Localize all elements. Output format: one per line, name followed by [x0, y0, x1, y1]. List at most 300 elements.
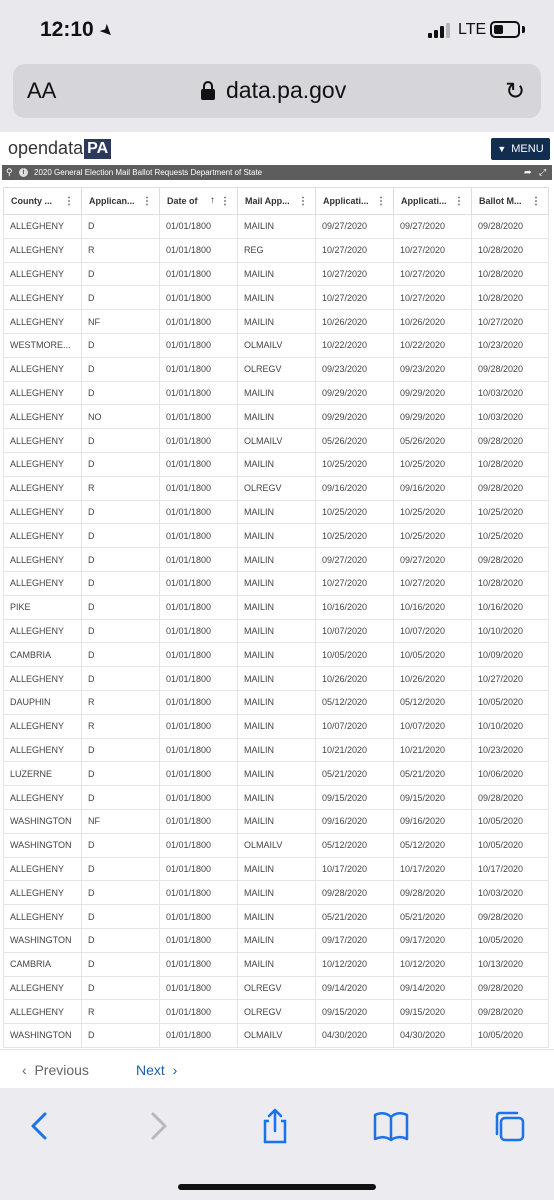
table-cell: 01/01/1800: [160, 809, 238, 833]
table-cell: 09/28/2020: [472, 429, 549, 453]
table-cell: 09/28/2020: [472, 976, 549, 1000]
table-row[interactable]: [4, 381, 549, 405]
sort-ascending-icon: ↑: [210, 195, 215, 206]
table-cell: D: [82, 1024, 160, 1048]
table-cell: 01/01/1800: [160, 381, 238, 405]
table-cell: 10/05/2020: [394, 643, 472, 667]
table-cell: 10/17/2020: [394, 857, 472, 881]
table-cell: 10/26/2020: [316, 667, 394, 691]
table-cell: 10/27/2020: [394, 286, 472, 310]
table-cell: 01/01/1800: [160, 833, 238, 857]
table-cell: ALLEGHENY: [4, 286, 82, 310]
table-cell: 05/21/2020: [316, 905, 394, 929]
table-cell: 09/27/2020: [394, 548, 472, 572]
table-cell: 10/21/2020: [394, 738, 472, 762]
table-cell: 09/28/2020: [472, 905, 549, 929]
table-body: [4, 215, 549, 1048]
table-cell: MAILIN: [238, 405, 316, 429]
table-cell: 10/28/2020: [472, 262, 549, 286]
table-row[interactable]: [4, 714, 549, 738]
table-cell: 09/28/2020: [472, 215, 549, 239]
table-cell: DAUPHIN: [4, 690, 82, 714]
table-cell: 05/26/2020: [316, 429, 394, 453]
table-cell: 05/12/2020: [394, 690, 472, 714]
table-cell: 05/12/2020: [394, 833, 472, 857]
table-cell: MAILIN: [238, 738, 316, 762]
table-cell: 10/22/2020: [316, 333, 394, 357]
table-cell: 01/01/1800: [160, 524, 238, 548]
network-label: LTE: [458, 21, 487, 38]
table-cell: MAILIN: [238, 881, 316, 905]
data-table: [3, 187, 549, 1048]
table-cell: 09/23/2020: [316, 357, 394, 381]
table-cell: 10/26/2020: [394, 667, 472, 691]
table-cell: ALLEGHENY: [4, 976, 82, 1000]
table-cell: MAILIN: [238, 857, 316, 881]
table-cell: MAILIN: [238, 714, 316, 738]
table-cell: 10/27/2020: [316, 238, 394, 262]
chevron-down-icon: ▼: [497, 144, 507, 154]
table-cell: D: [82, 786, 160, 810]
table-cell: D: [82, 833, 160, 857]
table-cell: 09/16/2020: [316, 476, 394, 500]
table-cell: 01/01/1800: [160, 262, 238, 286]
table-cell: D: [82, 905, 160, 929]
table-cell: MAILIN: [238, 524, 316, 548]
table-cell: 01/01/1800: [160, 548, 238, 572]
expand-icon[interactable]: ⤢: [539, 167, 547, 177]
table-cell: 10/25/2020: [316, 500, 394, 524]
lock-icon: [201, 81, 215, 101]
table-row[interactable]: [4, 595, 549, 619]
table-cell: LUZERNE: [4, 762, 82, 786]
table-cell: OLMAILV: [238, 1024, 316, 1048]
table-cell: 10/03/2020: [472, 881, 549, 905]
status-time: 12:10: [40, 18, 94, 41]
table-cell: ALLEGHENY: [4, 714, 82, 738]
table-cell: D: [82, 738, 160, 762]
table-cell: 01/01/1800: [160, 738, 238, 762]
table-cell: ALLEGHENY: [4, 429, 82, 453]
table-cell: 10/07/2020: [316, 619, 394, 643]
table-cell: NO: [82, 405, 160, 429]
table-cell: 09/17/2020: [394, 928, 472, 952]
table-cell: D: [82, 619, 160, 643]
table-cell: 10/27/2020: [394, 262, 472, 286]
table-cell: 09/28/2020: [394, 881, 472, 905]
table-cell: WASHINGTON: [4, 1024, 82, 1048]
table-cell: ALLEGHENY: [4, 381, 82, 405]
table-cell: 05/21/2020: [316, 762, 394, 786]
browser-toolbar: [0, 1088, 554, 1200]
table-cell: 01/01/1800: [160, 667, 238, 691]
table-cell: 10/25/2020: [316, 524, 394, 548]
table-cell: 09/27/2020: [316, 548, 394, 572]
table-cell: D: [82, 524, 160, 548]
table-cell: ALLEGHENY: [4, 500, 82, 524]
table-cell: 01/01/1800: [160, 905, 238, 929]
table-cell: 10/26/2020: [316, 310, 394, 334]
table-cell: MAILIN: [238, 571, 316, 595]
table-cell: 09/23/2020: [394, 357, 472, 381]
table-cell: D: [82, 881, 160, 905]
logo-badge: PA: [84, 139, 111, 159]
table-cell: MAILIN: [238, 500, 316, 524]
table-cell: ALLEGHENY: [4, 452, 82, 476]
chevron-right-icon[interactable]: [136, 1104, 180, 1148]
table-row[interactable]: [4, 357, 549, 381]
battery-icon: [490, 21, 520, 38]
table-cell: 10/28/2020: [472, 238, 549, 262]
table-cell: D: [82, 357, 160, 381]
table-cell: 01/01/1800: [160, 333, 238, 357]
table-cell: 10/27/2020: [472, 667, 549, 691]
table-cell: ALLEGHENY: [4, 1000, 82, 1024]
table-cell: ALLEGHENY: [4, 310, 82, 334]
table-cell: MAILIN: [238, 809, 316, 833]
browser-chrome: [0, 0, 554, 132]
table-cell: ALLEGHENY: [4, 262, 82, 286]
table-cell: 09/29/2020: [316, 381, 394, 405]
table-row[interactable]: [4, 548, 549, 572]
table-cell: ALLEGHENY: [4, 548, 82, 572]
table-cell: MAILIN: [238, 905, 316, 929]
reload-icon[interactable]: ↻: [505, 78, 526, 105]
table-cell: ALLEGHENY: [4, 738, 82, 762]
table-cell: WASHINGTON: [4, 809, 82, 833]
table-cell: OLREGV: [238, 976, 316, 1000]
dataset-title: 2020 General Election Mail Ballot Requests Department of State: [34, 168, 263, 177]
search-icon[interactable]: ⚲: [6, 167, 13, 177]
table-row[interactable]: [4, 405, 549, 429]
table-cell: ALLEGHENY: [4, 881, 82, 905]
table-cell: D: [82, 667, 160, 691]
table-cell: 09/28/2020: [472, 1000, 549, 1024]
table-cell: ALLEGHENY: [4, 786, 82, 810]
table-cell: 10/25/2020: [316, 452, 394, 476]
table-cell: 09/28/2020: [472, 548, 549, 572]
table-cell: 01/01/1800: [160, 1024, 238, 1048]
table-cell: 10/27/2020: [394, 238, 472, 262]
table-cell: 01/01/1800: [160, 1000, 238, 1024]
table-cell: D: [82, 548, 160, 572]
pagination: [0, 1049, 554, 1088]
table-cell: 10/25/2020: [472, 500, 549, 524]
table-cell: MAILIN: [238, 786, 316, 810]
table-cell: 09/14/2020: [394, 976, 472, 1000]
table-cell: 09/29/2020: [394, 381, 472, 405]
table-row[interactable]: [4, 738, 549, 762]
table-cell: MAILIN: [238, 548, 316, 572]
table-cell: MAILIN: [238, 643, 316, 667]
battery-cap: [522, 26, 525, 33]
table-row[interactable]: [4, 262, 549, 286]
table-cell: 10/05/2020: [472, 809, 549, 833]
table-cell: D: [82, 952, 160, 976]
kebab-icon: ⋮: [531, 196, 541, 207]
table-header-row: [4, 188, 549, 215]
table-row[interactable]: [4, 476, 549, 500]
table-cell: D: [82, 262, 160, 286]
table-row[interactable]: [4, 762, 549, 786]
table-cell: 10/05/2020: [472, 1024, 549, 1048]
url-domain[interactable]: data.pa.gov: [226, 77, 347, 103]
table-cell: 01/01/1800: [160, 690, 238, 714]
table-row[interactable]: [4, 928, 549, 952]
table-row[interactable]: [4, 215, 549, 239]
table-row[interactable]: [4, 643, 549, 667]
table-cell: CAMBRIA: [4, 952, 82, 976]
table-cell: 10/06/2020: [472, 762, 549, 786]
menu-button[interactable]: [491, 138, 550, 160]
text-size-button[interactable]: AA: [27, 78, 57, 103]
table-cell: WESTMORE...: [4, 333, 82, 357]
table-cell: ALLEGHENY: [4, 215, 82, 239]
table-cell: 09/28/2020: [472, 476, 549, 500]
table-cell: 09/28/2020: [472, 357, 549, 381]
dataset-title-bar: [2, 165, 552, 180]
table-cell: 05/21/2020: [394, 905, 472, 929]
table-cell: 01/01/1800: [160, 571, 238, 595]
table-cell: 10/03/2020: [472, 405, 549, 429]
table-cell: MAILIN: [238, 762, 316, 786]
table-row[interactable]: [4, 524, 549, 548]
table-cell: 10/07/2020: [394, 714, 472, 738]
table-cell: NF: [82, 809, 160, 833]
table-cell: 01/01/1800: [160, 786, 238, 810]
address-bar[interactable]: [13, 64, 541, 118]
table-cell: OLREGV: [238, 476, 316, 500]
table-row[interactable]: [4, 690, 549, 714]
table-cell: 01/01/1800: [160, 619, 238, 643]
column-header[interactable]: Applican... ⋮: [82, 188, 160, 215]
table-cell: 05/26/2020: [394, 429, 472, 453]
table-cell: 09/15/2020: [394, 1000, 472, 1024]
table-cell: D: [82, 928, 160, 952]
table-cell: D: [82, 500, 160, 524]
column-header[interactable]: Applicati... ⋮: [394, 188, 472, 215]
table-cell: D: [82, 976, 160, 1000]
table-cell: 10/16/2020: [316, 595, 394, 619]
table-row[interactable]: [4, 857, 549, 881]
table-cell: PIKE: [4, 595, 82, 619]
table-cell: MAILIN: [238, 595, 316, 619]
table-cell: 09/29/2020: [394, 405, 472, 429]
table-cell: ALLEGHENY: [4, 524, 82, 548]
table-cell: WASHINGTON: [4, 833, 82, 857]
table-cell: 10/25/2020: [472, 524, 549, 548]
table-cell: ALLEGHENY: [4, 238, 82, 262]
table-row[interactable]: [4, 881, 549, 905]
table-cell: 09/15/2020: [316, 786, 394, 810]
table-cell: 01/01/1800: [160, 310, 238, 334]
table-cell: R: [82, 714, 160, 738]
column-header[interactable]: County ... ⋮: [4, 188, 82, 215]
share-icon[interactable]: ➦: [524, 167, 532, 177]
table-cell: 09/27/2020: [316, 215, 394, 239]
table-cell: R: [82, 1000, 160, 1024]
previous-page-button[interactable]: ‹ Previous: [22, 1062, 89, 1078]
table-cell: MAILIN: [238, 690, 316, 714]
table-cell: MAILIN: [238, 619, 316, 643]
column-header[interactable]: Date of ↑ ⋮: [160, 188, 238, 215]
table-cell: D: [82, 762, 160, 786]
table-cell: D: [82, 857, 160, 881]
table-cell: 10/05/2020: [472, 928, 549, 952]
table-cell: ALLEGHENY: [4, 571, 82, 595]
menu-label: MENU: [511, 143, 544, 155]
table-cell: 01/01/1800: [160, 976, 238, 1000]
table-cell: 01/01/1800: [160, 714, 238, 738]
table-cell: ALLEGHENY: [4, 667, 82, 691]
table-cell: NF: [82, 310, 160, 334]
table-row[interactable]: [4, 833, 549, 857]
table-cell: D: [82, 381, 160, 405]
table-cell: 10/12/2020: [394, 952, 472, 976]
table-row[interactable]: [4, 452, 549, 476]
table-cell: 10/28/2020: [472, 286, 549, 310]
table-row[interactable]: [4, 952, 549, 976]
table-cell: 10/23/2020: [472, 738, 549, 762]
table-cell: REG: [238, 238, 316, 262]
table-cell: 01/01/1800: [160, 952, 238, 976]
table-cell: 10/16/2020: [394, 595, 472, 619]
table-cell: OLREGV: [238, 1000, 316, 1024]
table-cell: 09/28/2020: [472, 786, 549, 810]
info-icon[interactable]: i: [19, 168, 28, 177]
table-cell: 10/25/2020: [394, 524, 472, 548]
table-cell: ALLEGHENY: [4, 357, 82, 381]
table-cell: 01/01/1800: [160, 500, 238, 524]
table-cell: 01/01/1800: [160, 238, 238, 262]
table-cell: 10/07/2020: [316, 714, 394, 738]
table-row[interactable]: [4, 1024, 549, 1048]
table-cell: 01/01/1800: [160, 595, 238, 619]
table-cell: 10/13/2020: [472, 952, 549, 976]
table-cell: 10/28/2020: [472, 571, 549, 595]
table-cell: 01/01/1800: [160, 429, 238, 453]
site-logo[interactable]: [8, 138, 111, 159]
logo-text: opendata: [8, 138, 84, 158]
table-cell: 10/27/2020: [316, 262, 394, 286]
tabs-icon[interactable]: [487, 1104, 531, 1148]
table-row[interactable]: [4, 976, 549, 1000]
table-cell: D: [82, 643, 160, 667]
table-row[interactable]: [4, 667, 549, 691]
table-row[interactable]: [4, 619, 549, 643]
table-cell: 01/01/1800: [160, 405, 238, 429]
table-cell: 01/01/1800: [160, 643, 238, 667]
table-cell: MAILIN: [238, 667, 316, 691]
table-cell: 01/01/1800: [160, 215, 238, 239]
table-cell: 01/01/1800: [160, 857, 238, 881]
table-cell: D: [82, 333, 160, 357]
table-cell: 10/22/2020: [394, 333, 472, 357]
table-cell: 10/27/2020: [394, 571, 472, 595]
table-cell: 10/27/2020: [316, 286, 394, 310]
table-cell: 05/21/2020: [394, 762, 472, 786]
table-cell: 01/01/1800: [160, 928, 238, 952]
table-cell: 10/25/2020: [394, 500, 472, 524]
table-cell: 10/25/2020: [394, 452, 472, 476]
table-cell: MAILIN: [238, 928, 316, 952]
location-arrow-icon: ➤: [95, 20, 118, 43]
table-row[interactable]: [4, 333, 549, 357]
table-cell: MAILIN: [238, 262, 316, 286]
table-row[interactable]: [4, 786, 549, 810]
table-row[interactable]: [4, 429, 549, 453]
table-cell: 09/16/2020: [394, 809, 472, 833]
table-cell: R: [82, 690, 160, 714]
table-cell: 01/01/1800: [160, 452, 238, 476]
table-cell: 10/10/2020: [472, 619, 549, 643]
table-cell: 01/01/1800: [160, 357, 238, 381]
table-cell: MAILIN: [238, 952, 316, 976]
table-cell: 10/28/2020: [472, 452, 549, 476]
kebab-icon: ⋮: [298, 196, 308, 207]
book-icon[interactable]: [369, 1104, 413, 1148]
table-row[interactable]: [4, 238, 549, 262]
table-cell: D: [82, 429, 160, 453]
table-cell: 09/27/2020: [394, 215, 472, 239]
table-cell: 09/17/2020: [316, 928, 394, 952]
table-row[interactable]: [4, 286, 549, 310]
table-cell: ALLEGHENY: [4, 857, 82, 881]
table-cell: 04/30/2020: [394, 1024, 472, 1048]
table-row[interactable]: [4, 571, 549, 595]
data-table-container[interactable]: [3, 187, 554, 1048]
table-cell: ALLEGHENY: [4, 905, 82, 929]
table-cell: 10/17/2020: [472, 857, 549, 881]
table-cell: 01/01/1800: [160, 286, 238, 310]
table-cell: 10/27/2020: [472, 310, 549, 334]
table-row[interactable]: [4, 809, 549, 833]
table-row[interactable]: [4, 1000, 549, 1024]
next-page-button[interactable]: Next ›: [136, 1062, 178, 1078]
share-icon[interactable]: [253, 1104, 297, 1148]
table-cell: 10/07/2020: [394, 619, 472, 643]
kebab-icon: ⋮: [220, 196, 230, 207]
column-header[interactable]: Applicati... ⋮: [316, 188, 394, 215]
table-cell: 01/01/1800: [160, 762, 238, 786]
table-cell: D: [82, 571, 160, 595]
table-cell: CAMBRIA: [4, 643, 82, 667]
table-cell: 10/09/2020: [472, 643, 549, 667]
table-cell: 10/21/2020: [316, 738, 394, 762]
table-cell: D: [82, 595, 160, 619]
table-cell: 09/15/2020: [316, 1000, 394, 1024]
table-cell: 10/27/2020: [316, 571, 394, 595]
table-row[interactable]: [4, 310, 549, 334]
table-cell: 09/16/2020: [394, 476, 472, 500]
table-cell: 10/05/2020: [316, 643, 394, 667]
table-cell: 10/17/2020: [316, 857, 394, 881]
chevron-left-icon[interactable]: [18, 1104, 62, 1148]
kebab-icon: ⋮: [64, 196, 74, 207]
table-cell: 09/16/2020: [316, 809, 394, 833]
table-cell: 09/14/2020: [316, 976, 394, 1000]
column-header[interactable]: Mail App... ⋮: [238, 188, 316, 215]
table-row[interactable]: [4, 905, 549, 929]
table-cell: 10/03/2020: [472, 381, 549, 405]
table-cell: 10/16/2020: [472, 595, 549, 619]
table-cell: 09/29/2020: [316, 405, 394, 429]
table-cell: 10/05/2020: [472, 690, 549, 714]
table-row[interactable]: [4, 500, 549, 524]
web-page: [0, 132, 554, 1088]
table-cell: MAILIN: [238, 286, 316, 310]
column-header[interactable]: Ballot M... ⋮: [472, 188, 549, 215]
